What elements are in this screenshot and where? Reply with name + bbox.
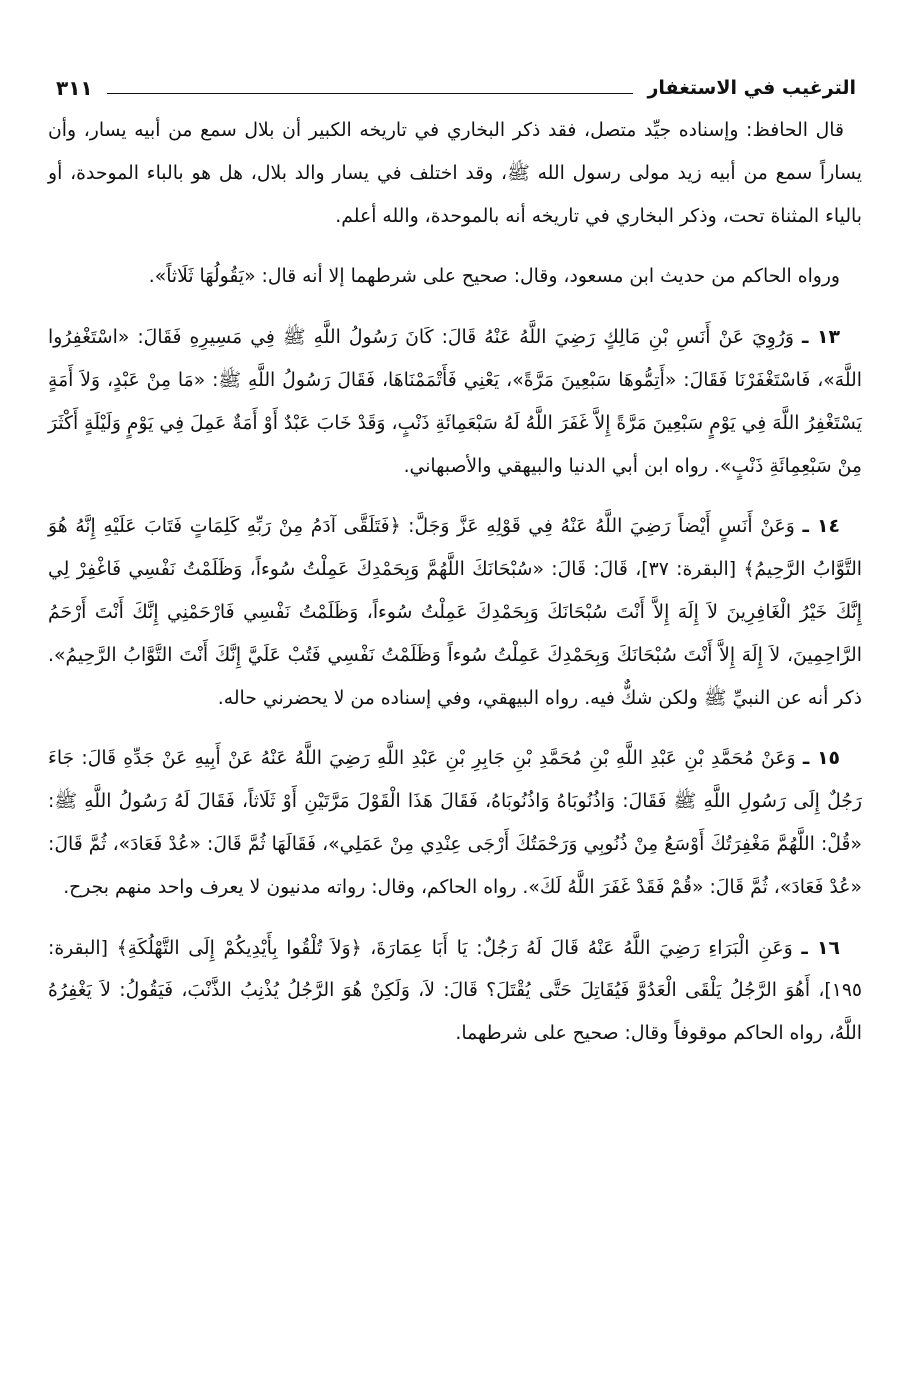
hadith-text: وَعَنْ مُحَمَّدِ بْنِ عَبْدِ اللَّهِ بْنِ مُحَمَّدِ بْنِ جَابِرِ بْنِ عَبْدِ اللَّهِ رَضِيَ اللَّهُ عَنْهُ عَنْ أَبِيهِ عَنْ جَدِّهِ قَالَ: جَاءَ رَجُلٌ إِلَى رَسُولِ اللَّهِ ﷺ فَقَالَ: وَاذُنُوبَاهُ وَاذُنُوبَاهُ، فَقَالَ هَذَا الْقَوْلَ مَرَّتَيْنِ أَوْ ثَلَاثاً، فَقَالَ لَهُ رَسُولُ اللَّهِ ﷺ: «قُلْ: اللَّهُمَّ مَغْفِرَتُكَ أَوْسَعُ مِنْ ذُنُوبِي وَرَحْمَتُكَ أَرْجَى عِنْدِي مِنْ عَمَلِي»، فَقَالَهَا ثُمَّ قَالَ: «عُدْ فَعَادَ»، ثُمَّ قَالَ: «عُدْ فَعَادَ»، ثُمَّ قَالَ: «قُمْ فَقَدْ غَفَرَ اللَّهُ لَكَ». رواه الحاكم، وقال: رواته مدنيون لا يعرف واحد منهم بجرح. [48,748,862,898]
hadith-number: ١٣ ـ [802,327,840,349]
hadith-14 [48,506,862,720]
paragraph-text: ورواه الحاكم من حديث ابن مسعود، وقال: صحيح على شرطهما إلا أنه قال: «يَقُولُهَا ثَلَاثاً». [148,266,840,288]
page-number: ٣١١ [56,76,93,100]
hadith-16 [48,928,862,1056]
hadith-text: وَعَنْ أَنَسٍ أَيْضاً رَضِيَ اللَّهُ عَنْهُ فِي قَوْلِهِ عَزَّ وَجَلَّ: ﴿فَتَلَقَّى آدَمُ مِنْ رَبِّهِ كَلِمَاتٍ فَتَابَ عَلَيْهِ إِنَّهُ هُوَ التَّوَّابُ الرَّحِيمُ﴾ [البقرة: ٣٧]، قَالَ: قَالَ: «سُبْحَانَكَ اللَّهُمَّ وَبِحَمْدِكَ عَمِلْتُ سُوءاً، وَظَلَمْتُ نَفْسِي فَاغْفِرْ لِي إِنَّكَ خَيْرُ الْغَافِرِينَ لاَ إِلَهَ إِلاَّ أَنْتَ سُبْحَانَكَ وَبِحَمْدِكَ عَمِلْتُ سُوءاً، وَظَلَمْتُ نَفْسِي فَارْحَمْنِي إِنَّكَ أَنْتَ أَرْحَمُ الرَّاحِمِينَ، لاَ إِلَهَ إِلاَّ أَنْتَ سُبْحَانَكَ وَبِحَمْدِكَ عَمِلْتُ سُوءاً وَظَلَمْتُ نَفْسِي فَتُبْ عَلَيَّ إِنَّكَ أَنْتَ التَّوَّابُ الرَّحِيمُ». ذكر أنه عن النبيِّ ﷺ ولكن شكٌّ فيه. رواه البيهقي، وفي إسناده من لا يحضرني حاله. [48,516,863,709]
hadith-15 [48,738,862,909]
paragraph-hafiz-comment [48,110,862,238]
header-rule [107,93,634,94]
hadith-number: ١٥ ـ [802,748,840,770]
hadith-text: وَرُوِيَ عَنْ أَنَسِ بْنِ مَالِكٍ رَضِيَ اللَّهُ عَنْهُ قَالَ: كَانَ رَسُولُ اللَّهِ ﷺ فِي مَسِيرِهِ فَقَالَ: «اسْتَغْفِرُوا اللَّهَ»، فَاسْتَغْفَرْنَا فَقَالَ: «أَتِمُّوهَا سَبْعِينَ مَرَّةً»، يَعْنِي فَأَتْمَمْنَاهَا، فَقَالَ رَسُولُ اللَّهِ ﷺ: «مَا مِنْ عَبْدٍ، وَلاَ أَمَةٍ يَسْتَغْفِرُ اللَّهَ فِي يَوْمٍ سَبْعِينَ مَرَّةً إِلاَّ غَفَرَ اللَّهُ لَهُ سَبْعَمِائَةِ ذَنْبٍ، وَقَدْ خَابَ عَبْدٌ أَوْ أَمَةٌ عَمِلَ فِي يَوْمٍ وَلَيْلَةٍ أَكْثَرَ مِنْ سَبْعِمِائَةِ ذَنْبٍ». رواه ابن أبي الدنيا والبيهقي والأصبهاني. [48,327,862,477]
paragraph-text: قال الحافظ: وإسناده جيِّد متصل، فقد ذكر البخاري في تاريخه الكبير أن بلال سمع من أبيه يسار، وأن يساراً سمع من أبيه زيد مولى رسول الله ﷺ، وقد اختلف في يسار والد بلال، هل هو بالباء الموحدة، أو بالياء المثناة تحت، وذكر البخاري في تاريخه أنه بالموحدة، والله أعلم. [48,120,862,227]
hadith-13 [48,317,862,488]
running-header [56,76,856,100]
hadith-number: ١٦ ـ [801,937,840,959]
hadith-text: وَعَنِ الْبَرَاءِ رَضِيَ اللَّهُ عَنْهُ قَالَ لَهُ رَجُلٌ: يَا أَبَا عِمَارَةَ، ﴿وَلاَ تُلْقُوا بِأَيْدِيكُمْ إِلَى التَّهْلُكَةِ﴾ [البقرة: ١٩٥]، أَهُوَ الرَّجُلُ يَلْقَى الْعَدُوَّ فَيُقَاتِلَ حَتَّى يُقْتَلَ؟ قَالَ: لاَ، وَلَكِنْ هُوَ الرَّجُلُ يُذْنِبُ الذَّنْبَ، فَيَقُولُ: لاَ يَغْفِرُهُ اللَّهُ، رواه الحاكم موقوفاً وقال: صحيح على شرطهما. [48,937,862,1045]
paragraph-hakim-narration [48,256,862,299]
hadith-number: ١٤ ـ [802,516,840,538]
running-title: الترغيب في الاستغفار [647,77,856,99]
